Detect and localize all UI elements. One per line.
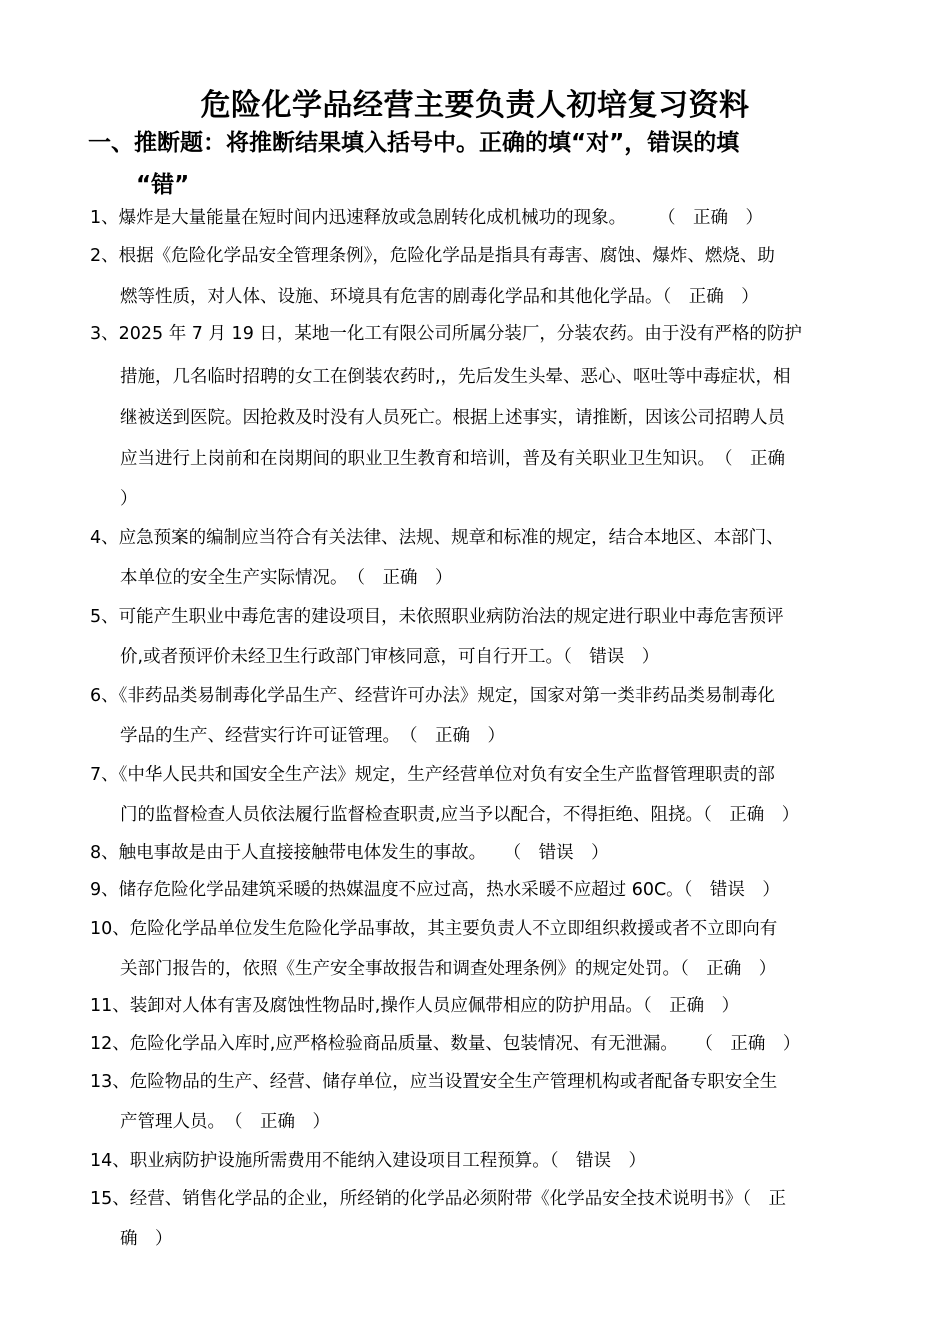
question-5: 5、可能产生职业中毒危害的建设项目，未依照职业病防治法的规定进行职业中毒危害预评 [90,607,784,627]
question-3-cont: 措施，几名临时招聘的女工在倒装农药时,，先后发生头晕、恶心、呕吐等中毒症状，相 [120,367,791,387]
question-2-cont: 燃等性质，对人体、设施、环境具有危害的剧毒化学品和其他化学品。（ 正确 ） [120,287,759,307]
question-7-cont: 门的监督检查人员依法履行监督检查职责,应当予以配合，不得拒绝、阻挠。（ 正确 ） [120,805,800,825]
section-heading-line1: 一、推断题：将推断结果填入括号中。正确的填“对”，错误的填 [88,130,740,156]
question-6: 6、《非药品类易制毒化学品生产、经营许可办法》规定，国家对第一类非药品类易制毒化 [90,686,775,706]
question-14: 14、职业病防护设施所需费用不能纳入建设项目工程预算。（ 错误 ） [90,1151,647,1171]
question-1: 1、爆炸是大量能量在短时间内迅速释放或急剧转化成机械功的现象。 （ 正确 ） [90,208,763,228]
question-4-cont: 本单位的安全生产实际情况。 （ 正确 ） [120,568,453,588]
page-title: 危险化学品经营主要负责人初培复习资料 [200,88,750,123]
question-12: 12、危险化学品入库时,应严格检验商品质量、数量、包装情况、有无泄漏。 （ 正确 ） [90,1034,801,1054]
question-3: 3、2025 年 7 月 19 日，某地一化工有限公司所属分装厂，分装农药。由于没有严格的防护 [90,324,802,344]
question-8: 8、触电事故是由于人直接接触带电体发生的事故。 （ 错误 ） [90,843,609,863]
question-10: 10、危险化学品单位发生危险化学品事故，其主要负责人不立即组织救援或者不立即向有 [90,919,778,939]
question-3-cont: 继被送到医院。因抢救及时没有人员死亡。根据上述事实，请推断，因该公司招聘人员 [120,408,785,428]
question-10-cont: 关部门报告的，依照《生产安全事故报告和调查处理条例》的规定处罚。（ 正确 ） [120,959,777,979]
question-6-cont: 学品的生产、经营实行许可证管理。 （ 正确 ） [120,726,505,746]
question-4: 4、应急预案的编制应当符合有关法律、法规、规章和标准的规定，结合本地区、本部门、 [90,528,784,548]
question-3-cont: 应当进行上岗前和在岗期间的职业卫生教育和培训，普及有关职业卫生知识。 （ 正确 [120,449,785,469]
question-13-cont: 产管理人员。 （ 正确 ） [120,1112,330,1132]
question-3-cont: ） [120,489,138,509]
question-7: 7、《中华人民共和国安全生产法》规定，生产经营单位对负有安全生产监督管理职责的部 [90,765,775,785]
question-13: 13、危险物品的生产、经营、储存单位，应当设置安全生产管理机构或者配备专职安全生 [90,1072,778,1092]
section-heading-line2: “错” [136,172,190,198]
question-11: 11、装卸对人体有害及腐蚀性物品时,操作人员应佩带相应的防护用品。（ 正确 ） [90,996,740,1016]
question-2: 2、根据《危险化学品安全管理条例》，危险化学品是指具有毒害、腐蚀、爆炸、燃烧、助 [90,246,775,266]
question-15: 15、经营、销售化学品的企业，所经销的化学品必须附带《化学品安全技术说明书》（ 正 [90,1189,787,1209]
question-5-cont: 价,或者预评价未经卫生行政部门审核同意，可自行开工。（ 错误 ） [120,647,660,667]
question-15-cont: 确 ） [120,1229,173,1249]
question-9: 9、储存危险化学品建筑采暖的热媒温度不应过高，热水采暖不应超过 60C。（ 错误 ） [90,880,780,900]
